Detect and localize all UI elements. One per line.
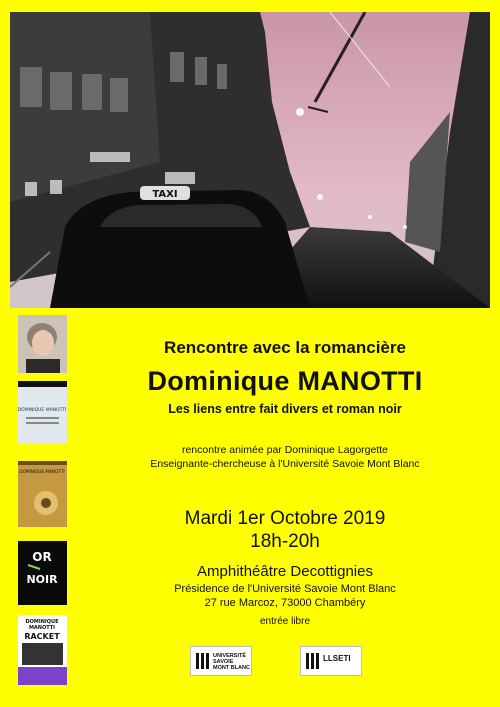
admission-note: entrée libre: [259, 616, 311, 627]
lab-logo: [300, 646, 362, 676]
street-photo: [10, 12, 490, 308]
book-cover-racket: [18, 615, 67, 685]
book-cover-2-author: DOMINIQUE MANOTTI: [19, 469, 65, 474]
book-cover-or-title: OR: [32, 550, 52, 564]
moderator-role: Enseignante-chercheuse à l'Université Savoie Mont Blanc: [150, 458, 420, 470]
author-portrait-photo: [18, 315, 67, 373]
venue-address: 27 rue Marcoz, 73000 Chambéry: [204, 597, 366, 609]
book-cover-2: [18, 461, 67, 527]
event-date: Mardi 1er Octobre 2019: [184, 508, 386, 529]
book-cover-1-author: DOMINIQUE MANOTTI: [18, 408, 67, 413]
book-cover-racket-title: RACKET: [24, 632, 60, 641]
author-portrait: [18, 315, 67, 373]
london-street-scene: [10, 12, 490, 308]
book-cover-racket-author-1: DOMINIQUE: [25, 619, 59, 625]
event-time: 18h-20h: [250, 531, 320, 552]
author-name: Dominique MANOTTI: [147, 366, 423, 396]
university-logo-text: UNIVERSITÉ SAVOIE MONT BLANC: [213, 653, 250, 671]
university-logo: [190, 646, 252, 676]
book-cover-racket-author-2: MANOTTI: [28, 625, 56, 631]
lab-logo-text: LLSETI: [323, 654, 351, 663]
lab-mark-icon: [303, 647, 323, 675]
moderator-line: rencontre animée par Dominique Lagorgette: [181, 444, 389, 456]
talk-subtitle: Les liens entre fait divers et roman noir: [168, 402, 402, 416]
book-cover-noir-title: NOIR: [26, 573, 58, 586]
university-mark-icon: [193, 647, 213, 675]
book-cover-or-noir: [18, 541, 67, 605]
book-cover-1: [18, 381, 67, 443]
taxi-sign: TAXI: [152, 189, 178, 200]
venue-detail: Présidence de l'Université Savoie Mont Blanc: [174, 583, 396, 595]
event-venue: Amphithéâtre Decottignies: [197, 563, 373, 580]
top-strip: [0, 0, 500, 12]
intro-heading: Rencontre avec la romancière: [164, 338, 406, 357]
